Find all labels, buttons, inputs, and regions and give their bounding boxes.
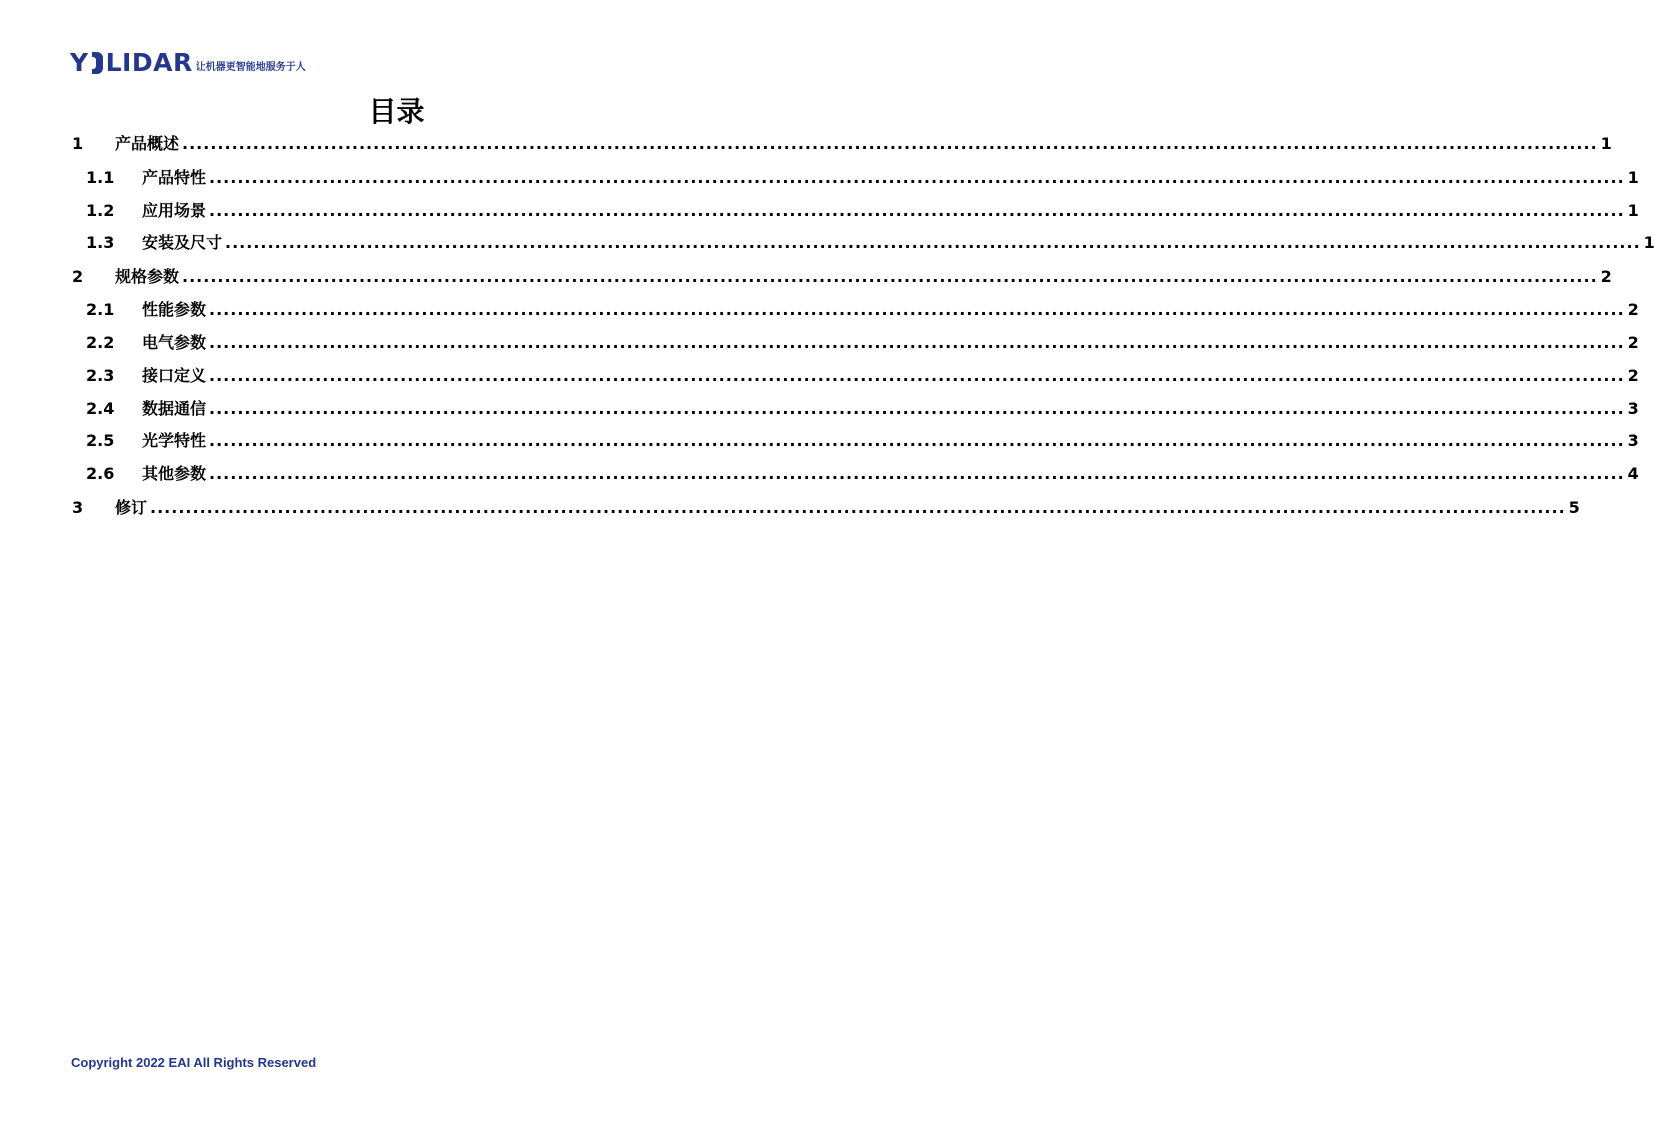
toc-entry-2-2[interactable] bbox=[72, 330, 1639, 356]
toc-title: 目录 bbox=[368, 95, 425, 128]
logo-tagline: 让机器更智能地服务于人 bbox=[195, 62, 306, 73]
toc-leader-dots: ........................................................................................................................................................................................................ bbox=[209, 300, 1625, 319]
logo-d-mark-icon bbox=[90, 52, 105, 74]
toc-entry-title: 性能参数 bbox=[142, 300, 207, 319]
toc-entry-page: 4 bbox=[1627, 464, 1639, 483]
toc-entry-title: 应用场景 bbox=[142, 201, 207, 220]
logo-wordmark bbox=[70, 48, 193, 78]
toc-entry-page: 3 bbox=[1627, 431, 1639, 450]
toc-entry-number: 2.2 bbox=[86, 333, 115, 352]
toc-entry-number: 1.1 bbox=[86, 168, 115, 187]
toc-entry-2-1[interactable] bbox=[72, 297, 1639, 323]
toc-entry-1[interactable] bbox=[72, 131, 1612, 157]
toc-entry-number: 1 bbox=[72, 134, 84, 153]
toc-entry-number: 2.6 bbox=[86, 464, 115, 483]
toc-entry-1-1[interactable] bbox=[72, 165, 1639, 191]
toc-entry-title: 电气参数 bbox=[142, 333, 207, 352]
toc-entry-title: 规格参数 bbox=[115, 267, 180, 286]
toc-entry-title: 修订 bbox=[115, 498, 148, 517]
toc-entry-page: 2 bbox=[1627, 300, 1639, 319]
toc-leader-dots: ........................................................................................................................................................................................................ bbox=[225, 233, 1641, 252]
toc-leader-dots: ........................................................................................................................................................................................................ bbox=[209, 168, 1625, 187]
toc-entry-2[interactable] bbox=[72, 264, 1612, 290]
toc-leader-dots: ........................................................................................................................................................................................................ bbox=[150, 498, 1566, 517]
toc-entry-title: 产品特性 bbox=[142, 168, 207, 187]
toc-entry-page: 1 bbox=[1643, 233, 1655, 252]
toc-leader-dots: ........................................................................................................................................................................................................ bbox=[182, 134, 1598, 153]
toc-entry-page: 3 bbox=[1627, 399, 1639, 418]
logo-letters-lidar: LIDAR bbox=[105, 48, 193, 77]
toc-entry-title: 接口定义 bbox=[142, 366, 207, 385]
toc-entry-title: 产品概述 bbox=[115, 134, 180, 153]
toc-entry-1-3[interactable] bbox=[72, 230, 1655, 256]
ydlidar-logo bbox=[70, 46, 306, 78]
toc-entry-2-6[interactable] bbox=[72, 461, 1639, 487]
toc-entry-2-5[interactable] bbox=[72, 428, 1639, 454]
toc-entry-title: 数据通信 bbox=[142, 399, 207, 418]
toc-entry-2-4[interactable] bbox=[72, 396, 1639, 422]
toc-entry-title: 安装及尺寸 bbox=[142, 233, 223, 252]
toc-entry-3[interactable] bbox=[72, 495, 1580, 521]
toc-leader-dots: ........................................................................................................................................................................................................ bbox=[209, 366, 1625, 385]
toc-leader-dots: ........................................................................................................................................................................................................ bbox=[209, 201, 1625, 220]
toc-entry-number: 1.3 bbox=[86, 233, 115, 252]
toc-entry-page: 1 bbox=[1600, 134, 1612, 153]
toc-entry-1-2[interactable] bbox=[72, 198, 1639, 224]
toc-leader-dots: ........................................................................................................................................................................................................ bbox=[209, 464, 1625, 483]
toc-entry-2-3[interactable] bbox=[72, 363, 1639, 389]
toc-entry-number: 2 bbox=[72, 267, 84, 286]
toc-leader-dots: ........................................................................................................................................................................................................ bbox=[182, 267, 1598, 286]
toc-leader-dots: ........................................................................................................................................................................................................ bbox=[209, 399, 1625, 418]
toc-entry-page: 2 bbox=[1627, 333, 1639, 352]
footer-copyright: Copyright 2022 EAI All Rights Reserved bbox=[71, 1055, 317, 1070]
toc-entry-number: 2.4 bbox=[86, 399, 115, 418]
toc-entry-number: 1.2 bbox=[86, 201, 115, 220]
toc-entry-number: 2.5 bbox=[86, 431, 115, 450]
toc-leader-dots: ........................................................................................................................................................................................................ bbox=[209, 333, 1625, 352]
toc-entry-page: 2 bbox=[1600, 267, 1612, 286]
toc-entry-page: 5 bbox=[1568, 498, 1580, 517]
toc-entry-number: 2.1 bbox=[86, 300, 115, 319]
toc-entry-page: 2 bbox=[1627, 366, 1639, 385]
toc-entry-page: 1 bbox=[1627, 201, 1639, 220]
toc-entry-number: 2.3 bbox=[86, 366, 115, 385]
toc-entry-title: 其他参数 bbox=[142, 464, 207, 483]
toc-leader-dots: ........................................................................................................................................................................................................ bbox=[209, 431, 1625, 450]
toc-entry-number: 3 bbox=[72, 498, 84, 517]
logo-letter-y: Y bbox=[70, 48, 89, 77]
toc-entry-page: 1 bbox=[1627, 168, 1639, 187]
toc-entry-title: 光学特性 bbox=[142, 431, 207, 450]
